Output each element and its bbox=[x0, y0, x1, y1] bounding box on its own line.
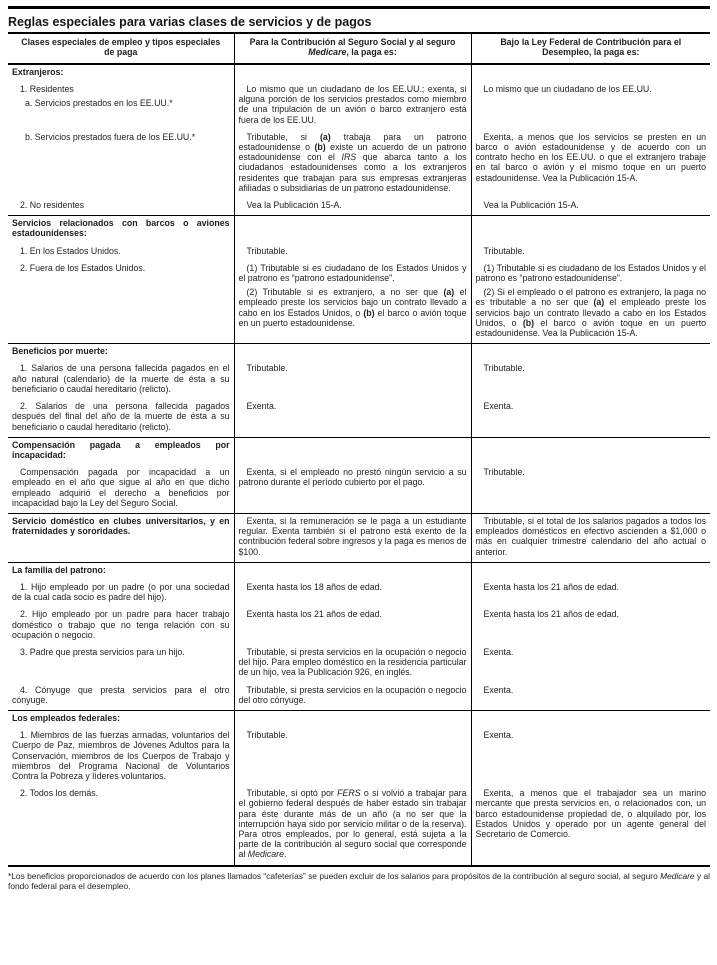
text-segment: La familia del patrono: bbox=[12, 564, 106, 575]
cell-c1 bbox=[8, 786, 234, 865]
text-segment: el barco o avión toque en un puerto estadounidense. bbox=[238, 307, 467, 328]
paragraph bbox=[239, 246, 467, 256]
text-segment: Tributable. bbox=[483, 245, 525, 256]
column-header-2 bbox=[234, 33, 471, 64]
paragraph bbox=[12, 84, 230, 94]
cell-c2 bbox=[234, 64, 471, 82]
top-rule bbox=[8, 6, 710, 9]
paragraph bbox=[239, 582, 467, 592]
footnote bbox=[8, 871, 710, 891]
paragraph bbox=[476, 609, 707, 619]
paragraph bbox=[476, 401, 707, 411]
text-segment: Tributable, si presta servicios en la ocupación o negocio del otro cónyuge. bbox=[238, 684, 467, 705]
text-segment: Exenta hasta los 21 años de edad. bbox=[246, 609, 382, 620]
section-heading bbox=[12, 440, 230, 460]
paragraph bbox=[476, 467, 707, 477]
paragraph bbox=[239, 132, 467, 193]
paragraph bbox=[12, 363, 230, 394]
paragraph bbox=[239, 263, 467, 283]
section-empleados-federales bbox=[8, 710, 710, 865]
table-row bbox=[8, 465, 710, 513]
section-heading bbox=[12, 516, 230, 536]
text-segment: 1. Miembros de las fuerzas armadas, voluntarios del Cuerpo de Paz, miembros de Jóvenes Adultos para la Conservación, miembros de los Cuerpos de Trabajo y miembros del Programa Nacional de Voluntarios Contra la Pobreza y líderes voluntarios. bbox=[12, 730, 230, 781]
text-segment: Tributable, si el total de los salarios pagados a todos los empleados domésticos en efectivo ascienden a $1,000 o más en cualquier trimestre calendario del año actual o anterior. bbox=[475, 515, 706, 557]
table-row bbox=[8, 344, 710, 362]
text-segment: Tributable, si bbox=[246, 131, 320, 142]
section-compensacion-incapacidad bbox=[8, 437, 710, 513]
text-segment: 2. Salarios de una persona fallecida pagados después del final del año de la muerte de ésta a su beneficiario o caudal hereditario (relicto). bbox=[12, 401, 230, 432]
cell-c2 bbox=[234, 728, 471, 786]
paragraph bbox=[476, 84, 707, 94]
text-segment: Lo mismo que un ciudadano de los EE.UU. bbox=[483, 84, 652, 95]
text-segment: (a) bbox=[319, 131, 331, 142]
paragraph bbox=[12, 132, 230, 142]
table-row bbox=[8, 645, 710, 683]
text-segment: (b) bbox=[314, 142, 326, 153]
text-segment: Tributable. bbox=[483, 363, 525, 374]
cell-c2 bbox=[234, 786, 471, 865]
text-segment: (b) bbox=[522, 317, 535, 328]
cell-c3 bbox=[471, 399, 710, 437]
table-row bbox=[8, 82, 710, 130]
cell-c2 bbox=[234, 710, 471, 728]
cell-c1 bbox=[8, 683, 234, 711]
text-segment: FERS bbox=[337, 788, 361, 799]
cell-c3 bbox=[471, 216, 710, 244]
text-segment: 2. No residentes bbox=[20, 200, 85, 211]
text-segment: el empleado preste los servicios bajo un contrato llevado a cabo en los Estados Unidos, o bbox=[238, 287, 467, 318]
cell-c1 bbox=[8, 645, 234, 683]
text-segment: 1. Residentes bbox=[20, 84, 74, 95]
text-segment: 4. Cónyuge que presta servicios para el otro cónyuge. bbox=[12, 684, 230, 705]
section-heading bbox=[12, 565, 230, 575]
text-segment: Bajo la Ley Federal de Contribución para el Desempleo, la paga es: bbox=[500, 37, 682, 58]
column-header-3 bbox=[471, 33, 710, 64]
paragraph bbox=[476, 287, 707, 338]
table-row bbox=[8, 786, 710, 865]
cell-c1 bbox=[8, 361, 234, 399]
text-segment: 2. Todos los demás. bbox=[20, 788, 99, 799]
paragraph bbox=[476, 685, 707, 695]
cell-c1 bbox=[8, 198, 234, 216]
text-segment: Beneficios por muerte: bbox=[12, 346, 108, 357]
table-row bbox=[8, 607, 710, 645]
text-segment: *Los beneficios proporcionados de acuerdo con los planes llamados “cafeterías” se pueden excluir de los salarios para propósitos de la contribución al seguro social, al seguro bbox=[8, 870, 661, 881]
text-segment: Compensación pagada a empleados por incapacidad: bbox=[12, 439, 230, 460]
cell-c1 bbox=[8, 130, 234, 198]
text-segment: Tributable, si presta servicios en la ocupación o negocio del hijo. Para empleo doméstico en la residencia particular de un hijo, vea la Publicación 926, en inglés. bbox=[238, 646, 467, 678]
cell-c2 bbox=[234, 513, 471, 562]
paragraph bbox=[239, 401, 467, 411]
text-segment: Exenta, a menos que los servicios se presten en un barco o avión estadounidense y de acuerdo con un contrato hecho en los EE.UU. o que el extranjero trabaje en tal barco o avión y el mismo toque en un puerto estadounidense. Vea la Publicación 15-A. bbox=[475, 131, 706, 183]
cell-c2 bbox=[234, 216, 471, 244]
table-row bbox=[8, 244, 710, 261]
cell-c1 bbox=[8, 244, 234, 261]
text-segment: b. Servicios prestados fuera de los EE.UU.* bbox=[25, 131, 196, 142]
text-segment: trabaja para un patrono estadounidense o bbox=[238, 131, 467, 153]
section-beneficios-muerte bbox=[8, 344, 710, 437]
cell-c1 bbox=[8, 437, 234, 465]
text-segment: y al fondo federal para el desempleo. bbox=[8, 870, 710, 891]
table-head bbox=[8, 33, 710, 64]
table-row bbox=[8, 399, 710, 437]
table-row bbox=[8, 728, 710, 786]
text-segment: (2) Tributable si es extranjero, a no ser que bbox=[246, 287, 444, 298]
text-segment: a. Servicios prestados en los EE.UU.* bbox=[25, 98, 173, 109]
text-segment: Los empleados federales: bbox=[12, 712, 121, 723]
text-segment: Servicios relacionados con barcos o aviones estadounidenses: bbox=[12, 218, 230, 239]
text-segment: o si volvió a trabajar para el gobierno federal después de haber estado sin trabajar para éste durante más de un año (a no ser que la interrupción haya sido por servicio militar o de la reserva). Para otros empleados, por lo general, está sujeta a la parte de la contribución al seguro social que corresponde al bbox=[238, 788, 467, 860]
cell-c3 bbox=[471, 344, 710, 362]
cell-c2 bbox=[234, 465, 471, 513]
paragraph bbox=[239, 467, 467, 487]
paragraph bbox=[12, 401, 230, 432]
cell-c2 bbox=[234, 361, 471, 399]
section-heading bbox=[12, 346, 230, 356]
cell-c1 bbox=[8, 465, 234, 513]
text-segment: Tributable. bbox=[246, 363, 288, 374]
table-row bbox=[8, 710, 710, 728]
text-segment: Exenta, si el empleado no prestó ningún servicio a su patrono durante el período cubierto por el pago. bbox=[238, 467, 467, 488]
text-segment: IRS bbox=[341, 152, 357, 163]
cell-c3 bbox=[471, 786, 710, 865]
text-segment: Exenta hasta los 21 años de edad. bbox=[483, 609, 619, 620]
cell-c3 bbox=[471, 64, 710, 82]
table-row bbox=[8, 580, 710, 607]
text-segment: Lo mismo que un ciudadano de los EE.UU.; exenta, si alguna porción de los servicios prestados como miembro de una tripulación de un avión o barco extranjero está fuera de los EE.UU. bbox=[238, 84, 467, 125]
header-row bbox=[8, 33, 710, 64]
text-segment: Exenta. bbox=[483, 401, 514, 412]
section-barcos-aviones bbox=[8, 216, 710, 344]
cell-c2 bbox=[234, 198, 471, 216]
cell-c3 bbox=[471, 465, 710, 513]
paragraph bbox=[239, 647, 467, 678]
section-servicio-domestico-clubes bbox=[8, 513, 710, 562]
paragraph bbox=[239, 730, 467, 740]
cell-c1 bbox=[8, 344, 234, 362]
text-segment: Exenta, si la remuneración se le paga a un estudiante regular. Exenta también si el patrono está exento de la contribución federal sobre ingresos y la paga es menos de $100. bbox=[238, 515, 467, 557]
paragraph bbox=[12, 467, 230, 508]
text-segment: Medicare bbox=[308, 47, 347, 58]
section-heading bbox=[12, 67, 230, 77]
text-segment: Servicio doméstico en clubes universitarios, y en fraternidades y sororidades. bbox=[12, 515, 230, 537]
cell-c3 bbox=[471, 130, 710, 198]
cell-c3 bbox=[471, 437, 710, 465]
paragraph bbox=[476, 516, 707, 557]
text-segment: Exenta. bbox=[483, 684, 514, 695]
cell-c3 bbox=[471, 645, 710, 683]
paragraph bbox=[12, 788, 230, 798]
text-segment: Exenta, a menos que el trabajador sea un marino mercante que presta servicios en, o relacionados con, un barco estadounidense propiedad de, o alquilado por, los Estados Unidos y operado por un agente general del Secretario de Comercio. bbox=[475, 788, 706, 839]
text-segment: Vea la Publicación 15-A. bbox=[246, 200, 342, 211]
column-header-1 bbox=[8, 33, 234, 64]
text-segment: 1. Hijo empleado por un padre (o por una sociedad de la cual cada socio es padre del hijo). bbox=[12, 581, 230, 603]
cell-c2 bbox=[234, 645, 471, 683]
cell-c1 bbox=[8, 580, 234, 607]
paragraph bbox=[476, 647, 707, 657]
cell-c3 bbox=[471, 607, 710, 645]
cell-c3 bbox=[471, 580, 710, 607]
paragraph bbox=[239, 685, 467, 705]
section-heading bbox=[12, 713, 230, 723]
cell-c2 bbox=[234, 562, 471, 580]
paragraph bbox=[12, 647, 230, 657]
paragraph bbox=[476, 582, 707, 592]
section-extranjeros bbox=[8, 64, 710, 216]
table-row bbox=[8, 198, 710, 216]
text-segment: Vea la Publicación 15-A. bbox=[483, 200, 579, 211]
cell-c3 bbox=[471, 261, 710, 344]
paragraph bbox=[239, 287, 467, 328]
text-segment: (1) Tributable si es ciudadano de los Estados Unidos y el patrono es “patrono estadounidense”. bbox=[238, 262, 467, 284]
text-segment: (a) bbox=[443, 287, 455, 298]
text-segment: Exenta hasta los 18 años de edad. bbox=[246, 581, 382, 592]
text-segment: 2. Fuera de los Estados Unidos. bbox=[20, 262, 146, 273]
text-segment: 1. Salarios de una persona fallecida pagados en el año natural (calendario) de la muerte de ésta a su beneficiario o caudal hereditario (relicto). bbox=[12, 363, 230, 394]
paragraph bbox=[476, 730, 707, 740]
table-row bbox=[8, 130, 710, 198]
text-segment: (1) Tributable si es ciudadano de los Estados Unidos y el patrono es “patrono estadounidense”. bbox=[475, 262, 706, 284]
text-segment: Exenta hasta los 21 años de edad. bbox=[483, 581, 619, 592]
cell-c1 bbox=[8, 82, 234, 130]
paragraph bbox=[239, 788, 467, 859]
paragraph bbox=[239, 200, 467, 210]
section-heading bbox=[12, 218, 230, 238]
table-row bbox=[8, 562, 710, 580]
paragraph bbox=[239, 363, 467, 373]
cell-c2 bbox=[234, 244, 471, 261]
paragraph bbox=[12, 246, 230, 256]
table-row bbox=[8, 261, 710, 344]
text-segment: (b) bbox=[363, 307, 375, 318]
cell-c2 bbox=[234, 580, 471, 607]
table-row bbox=[8, 437, 710, 465]
paragraph bbox=[12, 609, 230, 640]
text-segment: (a) bbox=[593, 297, 605, 308]
cell-c2 bbox=[234, 82, 471, 130]
table-row bbox=[8, 683, 710, 711]
cell-c2 bbox=[234, 607, 471, 645]
cell-c3 bbox=[471, 683, 710, 711]
text-segment: Exenta. bbox=[483, 646, 514, 657]
section-familia-patrono bbox=[8, 562, 710, 710]
cell-c2 bbox=[234, 437, 471, 465]
cell-c1 bbox=[8, 513, 234, 562]
text-segment: el empleado preste los servicios bajo un contrato llevado a cabo en los Estados Unidos, o bbox=[475, 297, 706, 328]
text-segment: Medicare bbox=[660, 870, 695, 881]
cell-c1 bbox=[8, 399, 234, 437]
paragraph bbox=[476, 246, 707, 256]
cell-c2 bbox=[234, 261, 471, 344]
paragraph bbox=[476, 363, 707, 373]
cell-c3 bbox=[471, 361, 710, 399]
text-segment: 1. En los Estados Unidos. bbox=[20, 245, 121, 256]
text-segment: Tributable, si optó por bbox=[246, 788, 338, 799]
table-row bbox=[8, 513, 710, 562]
paragraph bbox=[239, 609, 467, 619]
paragraph bbox=[476, 263, 707, 283]
text-segment: Tributable. bbox=[246, 245, 288, 256]
cell-c1 bbox=[8, 710, 234, 728]
paragraph bbox=[12, 685, 230, 705]
cell-c2 bbox=[234, 683, 471, 711]
text-segment: 3. Padre que presta servicios para un hijo. bbox=[20, 646, 185, 657]
text-segment: Compensación pagada por incapacidad a un empleado en el año que sigue al año en que dicho empleado adquirió el derecho a beneficios por incapacidad bajo la Ley del Seguro Social. bbox=[12, 467, 230, 508]
cell-c2 bbox=[234, 344, 471, 362]
cell-c1 bbox=[8, 728, 234, 786]
table-row bbox=[8, 216, 710, 244]
text-segment: Tributable. bbox=[246, 730, 288, 741]
text-segment: . bbox=[283, 849, 287, 860]
cell-c3 bbox=[471, 513, 710, 562]
paragraph bbox=[239, 516, 467, 557]
table-title: Reglas especiales para varias clases de servicios y de pagos bbox=[8, 15, 372, 29]
text-segment: Para la Contribución al Seguro Social y al seguro bbox=[249, 37, 456, 47]
paragraph bbox=[476, 788, 707, 839]
cell-c2 bbox=[234, 130, 471, 198]
cell-c1 bbox=[8, 64, 234, 82]
text-segment: el barco o avión toque en un puerto estadounidense. Vea la Publicación 15-A. bbox=[475, 317, 707, 339]
cell-c1 bbox=[8, 562, 234, 580]
text-segment: Exenta. bbox=[483, 730, 514, 741]
cell-c3 bbox=[471, 710, 710, 728]
paragraph bbox=[476, 200, 707, 210]
paragraph bbox=[12, 263, 230, 273]
cell-c1 bbox=[8, 607, 234, 645]
text-segment: Medicare bbox=[247, 849, 284, 860]
text-segment: Tributable. bbox=[483, 467, 525, 478]
paragraph bbox=[239, 84, 467, 125]
cell-c3 bbox=[471, 244, 710, 261]
text-segment: Exenta. bbox=[246, 401, 277, 412]
cell-c3 bbox=[471, 562, 710, 580]
text-segment: (2) Si el empleado o el patrono es extranjero, la paga no es tributable a no ser que bbox=[475, 287, 706, 308]
cell-c2 bbox=[234, 399, 471, 437]
text-segment: Clases especiales de empleo y tipos especiales de paga bbox=[21, 37, 221, 58]
rules-table bbox=[8, 32, 710, 867]
paragraph bbox=[12, 98, 230, 108]
cell-c3 bbox=[471, 82, 710, 130]
paragraph bbox=[476, 132, 707, 183]
text-segment: existe un acuerdo de un patrono estadounidense con el bbox=[238, 142, 467, 163]
text-segment: 2. Hijo empleado por un padre para hacer trabajo doméstico o trabajo que no tenga relación con su ocupación o negocio. bbox=[12, 609, 230, 640]
cell-c3 bbox=[471, 728, 710, 786]
paragraph bbox=[12, 582, 230, 602]
cell-c1 bbox=[8, 261, 234, 344]
cell-c3 bbox=[471, 198, 710, 216]
cell-c1 bbox=[8, 216, 234, 244]
table-row bbox=[8, 361, 710, 399]
text-segment: que abarca tanto a los ciudadanos estadounidenses como a los extranjeros residentes que trabajan para sus empresas extranjeras afiliadas o subsidiarias de un patrono estadounidense. bbox=[238, 152, 467, 193]
text-segment: Extranjeros: bbox=[12, 66, 64, 77]
paragraph bbox=[12, 730, 230, 781]
paragraph bbox=[12, 200, 230, 210]
text-segment: , la paga es: bbox=[346, 47, 397, 58]
table-row bbox=[8, 64, 710, 82]
